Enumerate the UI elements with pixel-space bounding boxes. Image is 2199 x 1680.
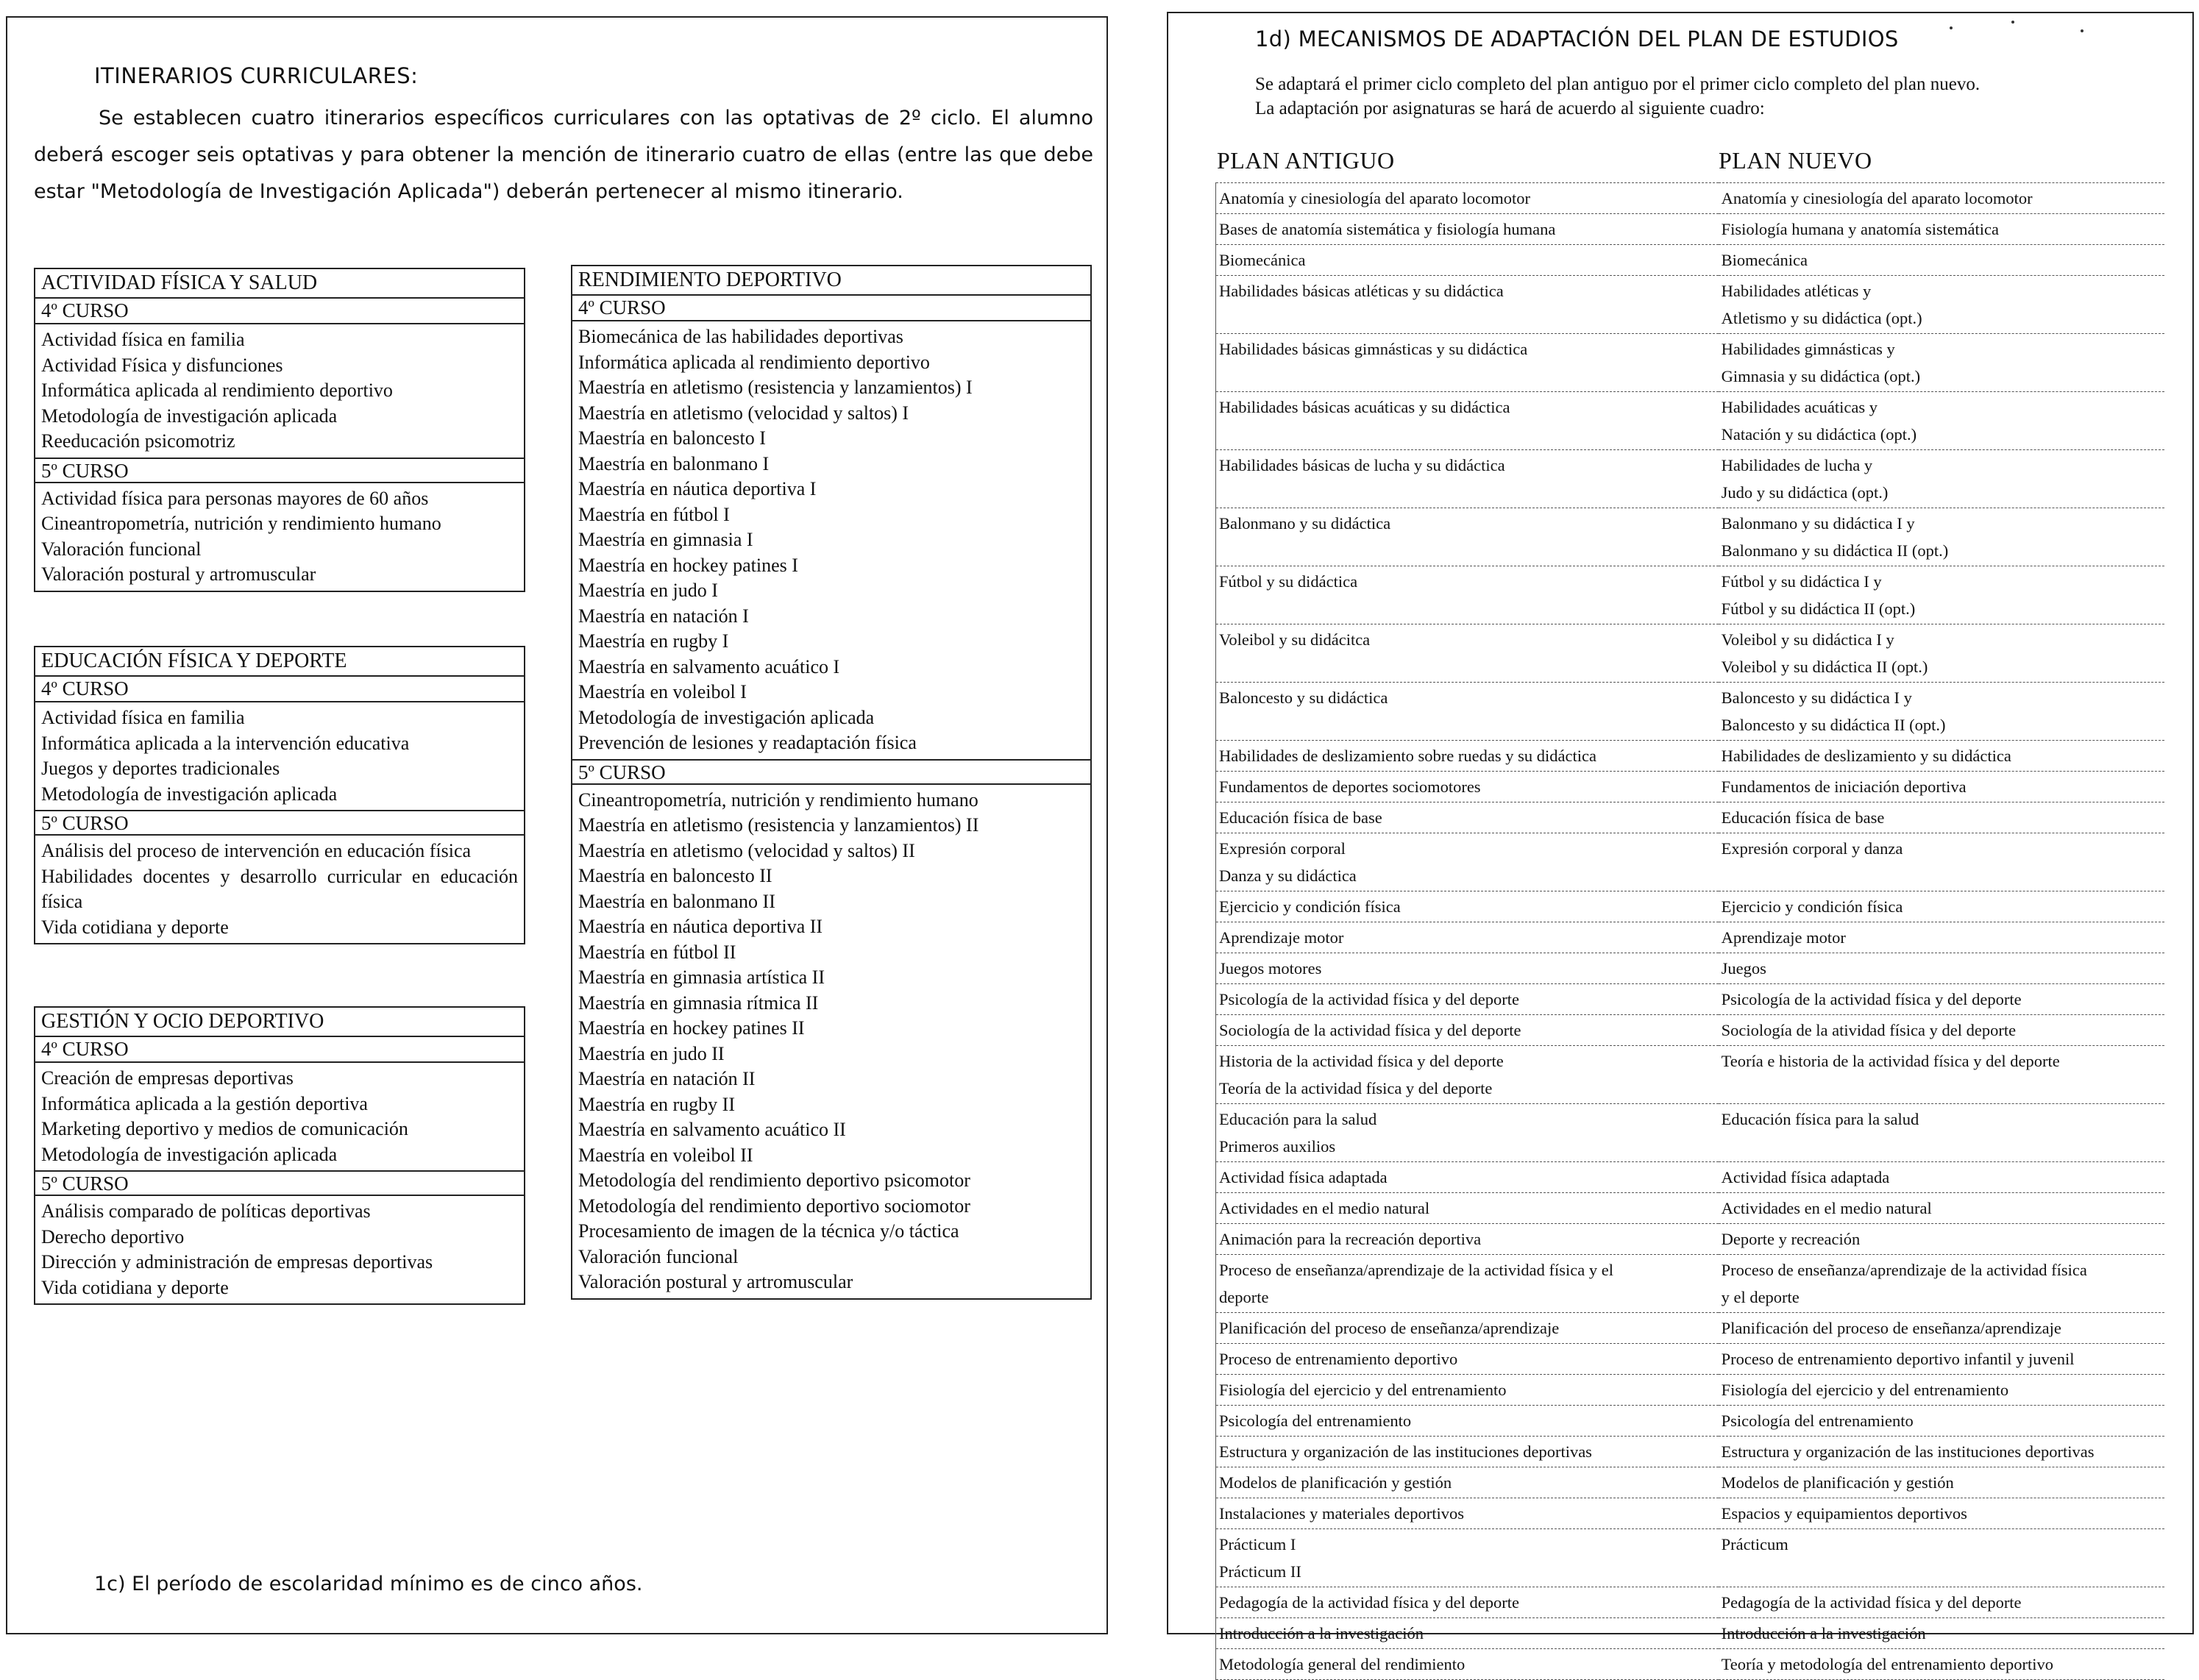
subject-item: Marketing deportivo y medios de comunicación [41, 1118, 408, 1139]
plan-antiguo-cell [1216, 1046, 1719, 1104]
subject-name: Voleibol y su didáctica I y [1721, 630, 1894, 649]
plan-nuevo-cell [1719, 1344, 2164, 1375]
plan-nuevo-cell [1719, 741, 2164, 772]
table-row [1216, 1162, 2165, 1193]
subject-item: Informática aplicada a la intervención educativa [41, 732, 410, 754]
box-actividad-fisica-salud [34, 268, 525, 592]
subject-name: Actividad física adaptada [1219, 1168, 1388, 1186]
subject-item: Maestría en salvamento acuático I [578, 655, 840, 677]
subject-item: Maestría en gimnasia I [578, 529, 753, 550]
plan-nuevo-cell [1719, 1162, 2164, 1193]
plan-antiguo-cell [1216, 1437, 1719, 1467]
plan-nuevo-cell [1719, 566, 2164, 624]
subject-name: Fisiología del ejercicio y del entrenamiento [1219, 1381, 1507, 1399]
subject-name: Fútbol y su didáctica I y [1721, 572, 1882, 591]
subject-item: Maestría en atletismo (resistencia y lanzamientos) II [578, 814, 979, 836]
box-title: GESTIÓN Y OCIO DEPORTIVO [35, 1008, 524, 1037]
box-title: ACTIVIDAD FÍSICA Y SALUD [35, 269, 524, 299]
subject-item: Maestría en fútbol I [578, 503, 730, 525]
subject-item: Maestría en gimnasia rítmica II [578, 992, 819, 1014]
subject-name: Prácticum [1721, 1535, 1788, 1553]
subject-name: Teoría de la actividad física y del deporte [1219, 1079, 1493, 1097]
subject-item: Maestría en baloncesto I [578, 427, 766, 449]
subject-item: Maestría en voleibol I [578, 681, 747, 702]
box-title: RENDIMIENTO DEPORTIVO [572, 266, 1090, 296]
subject-item: Reeducación psicomotriz [41, 430, 235, 452]
subject-name: Introducción a la investigación [1219, 1624, 1424, 1642]
plan-nuevo-cell [1719, 1375, 2164, 1406]
plan-nuevo-cell [1719, 953, 2164, 984]
curso-5-list [35, 483, 524, 591]
plan-nuevo-cell [1719, 1618, 2164, 1649]
subject-item: Valoración funcional [578, 1245, 739, 1267]
subject-item: Maestría en natación I [578, 605, 749, 627]
curso-5-list [572, 785, 1090, 1298]
subject-name: Judo y su didáctica (opt.) [1721, 483, 1889, 502]
plan-nuevo-cell [1719, 245, 2164, 276]
subject-name: Fisiología humana y anatomía sistemática [1721, 220, 1999, 238]
subject-name: Primeros auxilios [1219, 1137, 1336, 1156]
subject-item: Maestría en salvamento acuático II [578, 1119, 846, 1140]
table-row [1216, 1104, 2165, 1162]
plan-antiguo-cell [1216, 1498, 1719, 1529]
curso-5-label: 5º CURSO [35, 810, 524, 836]
plan-antiguo-cell [1216, 245, 1719, 276]
plan-nuevo-cell [1719, 1193, 2164, 1224]
subject-item: Maestría en atletismo (resistencia y lanzamientos) I [578, 377, 973, 398]
plan-antiguo-cell [1216, 1618, 1719, 1649]
table-row [1216, 984, 2165, 1015]
subject-item: Maestría en balonmano I [578, 452, 770, 474]
table-row [1216, 392, 2165, 450]
table-row [1216, 1313, 2165, 1344]
subject-name: Actividades en el medio natural [1721, 1199, 1932, 1217]
subject-item: Maestría en rugby II [578, 1093, 735, 1115]
plan-antiguo-cell [1216, 183, 1719, 214]
plan-nuevo-cell [1719, 214, 2164, 245]
box-gestion-ocio-deportivo [34, 1006, 525, 1305]
subject-name: Animación para la recreación deportiva [1219, 1230, 1482, 1248]
subject-name: Estructura y organización de las instituciones deportivas [1219, 1442, 1592, 1461]
subject-item: Juegos y deportes tradicionales [41, 758, 280, 779]
plan-nuevo-cell [1719, 683, 2164, 741]
plan-antiguo-cell [1216, 1224, 1719, 1255]
subject-item: Informática aplicada a la gestión deportiva [41, 1092, 368, 1114]
table-row [1216, 891, 2165, 922]
plan-antiguo-cell [1216, 802, 1719, 833]
subject-item: Procesamiento de imagen de la técnica y/o táctica [578, 1220, 959, 1242]
curso-4-list [35, 702, 524, 810]
subject-name: Aprendizaje motor [1219, 928, 1344, 947]
subject-item: Maestría en baloncesto II [578, 865, 772, 886]
plan-nuevo-cell [1719, 772, 2164, 802]
subject-name: Natación y su didáctica (opt.) [1721, 425, 1917, 444]
subject-name: Gimnasia y su didáctica (opt.) [1721, 367, 1921, 385]
subject-name: Proceso de entrenamiento deportivo infantil y juvenil [1721, 1350, 2075, 1368]
subject-name: Proceso de enseñanza/aprendizaje de la actividad física [1721, 1261, 2087, 1279]
plan-antiguo-cell [1216, 334, 1719, 392]
plan-antiguo-cell [1216, 1587, 1719, 1618]
plan-nuevo-cell [1719, 1104, 2164, 1162]
plan-nuevo-header: PLAN NUEVO [1719, 147, 1872, 174]
table-row [1216, 624, 2165, 683]
adaptation-table [1215, 182, 2164, 1680]
escolaridad-note: 1c) El período de escolaridad mínimo es de cinco años. [94, 1573, 643, 1595]
scan-speck [2081, 29, 2083, 32]
plan-antiguo-cell [1216, 1649, 1719, 1680]
subject-name: Habilidades gimnásticas y [1721, 340, 1895, 358]
subject-name: Expresión corporal [1219, 839, 1346, 858]
subject-name: Habilidades básicas atléticas y su didáctica [1219, 282, 1504, 300]
curso-5-list [35, 1196, 524, 1303]
subject-name: Educación para la salud [1219, 1110, 1377, 1128]
subject-item: Metodología de investigación aplicada [578, 706, 875, 728]
subject-name: Instalaciones y materiales deportivos [1219, 1504, 1465, 1523]
curso-4-label: 4º CURSO [572, 296, 1090, 321]
subject-item: Metodología de investigación aplicada [41, 783, 338, 805]
plan-nuevo-cell [1719, 1437, 2164, 1467]
plan-antiguo-cell [1216, 1193, 1719, 1224]
subject-name: Sociología de la atividad física y del deporte [1721, 1021, 2017, 1039]
subject-item: Cineantropometría, nutrición y rendimiento humano [578, 789, 978, 811]
left-page [6, 16, 1108, 1634]
subject-name: Habilidades acuáticas y [1721, 398, 1878, 416]
subject-item: Vida cotidiana y deporte [41, 916, 229, 938]
subject-name: Prácticum I [1219, 1535, 1296, 1553]
plan-nuevo-cell [1719, 1255, 2164, 1313]
scan-speck [2011, 21, 2014, 24]
plan-antiguo-header: PLAN ANTIGUO [1217, 147, 1395, 174]
subject-name: Biomecánica [1721, 251, 1808, 269]
subject-name: Fútbol y su didáctica II (opt.) [1721, 599, 1916, 618]
plan-nuevo-cell [1719, 802, 2164, 833]
subject-item: Dirección y administración de empresas deportivas [41, 1251, 433, 1273]
subject-item: Análisis comparado de políticas deportivas [41, 1200, 371, 1222]
plan-antiguo-cell [1216, 1375, 1719, 1406]
subject-name: Habilidades básicas gimnásticas y su didáctica [1219, 340, 1528, 358]
curso-4-list [35, 1063, 524, 1170]
subject-name: Habilidades de deslizamiento y su didáctica [1721, 747, 2011, 765]
subject-item: Maestría en rugby I [578, 630, 729, 652]
subject-name: Modelos de planificación y gestión [1721, 1473, 1954, 1492]
subject-name: Fútbol y su didáctica [1219, 572, 1358, 591]
table-row [1216, 1618, 2165, 1649]
subject-name: Expresión corporal y danza [1721, 839, 1903, 858]
subject-item: Vida cotidiana y deporte [41, 1276, 229, 1298]
subject-name: Anatomía y cinesiología del aparato locomotor [1721, 189, 2033, 207]
subject-item: Habilidades docentes y desarrollo curricular en educación física [41, 865, 518, 912]
subject-name: Habilidades básicas de lucha y su didáctica [1219, 456, 1505, 474]
plan-nuevo-cell [1719, 450, 2164, 508]
subject-name: Planificación del proceso de enseñanza/aprendizaje [1721, 1319, 2061, 1337]
plan-antiguo-cell [1216, 566, 1719, 624]
plan-antiguo-cell [1216, 450, 1719, 508]
subject-name: Psicología de la actividad física y del deporte [1721, 990, 2022, 1008]
plan-nuevo-cell [1719, 334, 2164, 392]
subject-item: Maestría en judo I [578, 580, 718, 601]
plan-nuevo-cell [1719, 1529, 2164, 1587]
plan-nuevo-cell [1719, 1224, 2164, 1255]
subject-name: Biomecánica [1219, 251, 1306, 269]
subject-item: Maestría en natación II [578, 1068, 756, 1089]
subject-name: Prácticum II [1219, 1562, 1301, 1581]
subject-name: Metodología general del rendimiento [1219, 1655, 1466, 1673]
subject-item: Maestría en atletismo (velocidad y saltos) I [578, 402, 909, 424]
subject-name: Anatomía y cinesiología del aparato locomotor [1219, 189, 1530, 207]
subject-item: Derecho deportivo [41, 1225, 185, 1247]
plan-antiguo-cell [1216, 891, 1719, 922]
plan-antiguo-cell [1216, 392, 1719, 450]
table-row [1216, 1498, 2165, 1529]
table-row [1216, 183, 2165, 214]
curso-5-label: 5º CURSO [35, 1170, 524, 1196]
subject-name: Ejercicio y condición física [1721, 897, 1903, 916]
subject-item: Informática aplicada al rendimiento deportivo [578, 351, 930, 373]
subject-name: Baloncesto y su didáctica I y [1721, 688, 1912, 707]
subject-name: y el deporte [1721, 1288, 1800, 1306]
plan-nuevo-cell [1719, 1015, 2164, 1046]
plan-antiguo-cell [1216, 624, 1719, 683]
plan-antiguo-cell [1216, 984, 1719, 1015]
table-row [1216, 450, 2165, 508]
curso-5-label: 5º CURSO [35, 458, 524, 483]
subject-name: Habilidades atléticas y [1721, 282, 1872, 300]
box-title: EDUCACIÓN FÍSICA Y DEPORTE [35, 647, 524, 677]
subject-name: Educación física de base [1219, 808, 1382, 827]
table-row [1216, 953, 2165, 984]
plan-nuevo-cell [1719, 624, 2164, 683]
plan-antiguo-cell [1216, 276, 1719, 334]
table-row [1216, 214, 2165, 245]
table-row [1216, 276, 2165, 334]
subject-item: Creación de empresas deportivas [41, 1067, 294, 1089]
subject-name: Estructura y organización de las instituciones deportivas [1721, 1442, 2095, 1461]
subject-item: Cineantropometría, nutrición y rendimiento humano [41, 513, 441, 534]
curso-5-label: 5º CURSO [572, 759, 1090, 785]
table-row [1216, 508, 2165, 566]
table-row [1216, 1344, 2165, 1375]
subject-name: Educación física para la salud [1721, 1110, 1919, 1128]
plan-nuevo-cell [1719, 833, 2164, 891]
subject-item: Actividad física en familia [41, 707, 245, 728]
curso-4-list [35, 324, 524, 458]
plan-antiguo-cell [1216, 833, 1719, 891]
subject-item: Actividad física para personas mayores de 60 años [41, 487, 429, 509]
table-row [1216, 1649, 2165, 1680]
curso-5-list [35, 836, 524, 943]
subject-name: Actividad física adaptada [1721, 1168, 1890, 1186]
plan-nuevo-cell [1719, 1467, 2164, 1498]
curso-4-label: 4º CURSO [35, 1037, 524, 1063]
table-row [1216, 772, 2165, 802]
plan-antiguo-cell [1216, 772, 1719, 802]
subject-name: Balonmano y su didáctica I y [1721, 514, 1915, 533]
subject-item: Valoración funcional [41, 538, 202, 560]
table-row [1216, 1015, 2165, 1046]
subject-name: Habilidades de deslizamiento sobre ruedas y su didáctica [1219, 747, 1596, 765]
subject-name: Aprendizaje motor [1721, 928, 1846, 947]
subject-name: Pedagogía de la actividad física y del deporte [1721, 1593, 2022, 1612]
table-row [1216, 1224, 2165, 1255]
subject-item: Maestría en hockey patines II [578, 1017, 805, 1039]
plan-antiguo-cell [1216, 1104, 1719, 1162]
table-row [1216, 566, 2165, 624]
subject-item: Análisis del proceso de intervención en educación física [41, 840, 472, 861]
subject-item: Metodología del rendimiento deportivo psicomotor [578, 1170, 970, 1191]
plan-antiguo-cell [1216, 1162, 1719, 1193]
scan-speck [1950, 26, 1953, 29]
subject-item: Metodología de investigación aplicada [41, 405, 338, 427]
plan-nuevo-cell [1719, 1406, 2164, 1437]
plan-nuevo-cell [1719, 1313, 2164, 1344]
subject-name: Ejercicio y condición física [1219, 897, 1401, 916]
table-row [1216, 802, 2165, 833]
plan-antiguo-cell [1216, 1344, 1719, 1375]
curso-4-label: 4º CURSO [35, 299, 524, 324]
plan-nuevo-cell [1719, 392, 2164, 450]
plan-nuevo-cell [1719, 1649, 2164, 1680]
subject-item: Actividad Física y disfunciones [41, 354, 283, 376]
subject-name: Modelos de planificación y gestión [1219, 1473, 1452, 1492]
subject-name: Voleibol y su didácitca [1219, 630, 1371, 649]
subject-name: Introducción a la investigación [1721, 1624, 1926, 1642]
curso-4-label: 4º CURSO [35, 677, 524, 702]
subject-item: Informática aplicada al rendimiento deportivo [41, 380, 393, 401]
subject-item: Maestría en fútbol II [578, 941, 736, 963]
subject-name: Fundamentos de iniciación deportiva [1721, 777, 1967, 796]
subject-item: Maestría en judo II [578, 1042, 725, 1064]
subject-name: Teoría y metodología del entrenamiento deportivo [1721, 1655, 2053, 1673]
subject-name: Proceso de enseñanza/aprendizaje de la actividad física y el [1219, 1261, 1613, 1279]
subject-item: Actividad física en familia [41, 329, 245, 350]
plan-nuevo-cell [1719, 183, 2164, 214]
mecanismos-intro [1255, 72, 1980, 121]
plan-antiguo-cell [1216, 683, 1719, 741]
intro-line-1: Se adaptará el primer ciclo completo del plan antiguo por el primer ciclo completo del plan nuevo. [1255, 74, 1980, 94]
plan-nuevo-cell [1719, 984, 2164, 1015]
plan-antiguo-cell [1216, 953, 1719, 984]
subject-name: Habilidades de lucha y [1721, 456, 1873, 474]
table-row [1216, 1193, 2165, 1224]
subject-name: Teoría e historia de la actividad física y del deporte [1721, 1052, 2060, 1070]
subject-name: Sociología de la actividad física y del deporte [1219, 1021, 1521, 1039]
subject-name: Historia de la actividad física y del deporte [1219, 1052, 1504, 1070]
table-row [1216, 1375, 2165, 1406]
subject-name: Voleibol y su didáctica II (opt.) [1721, 658, 1928, 676]
subject-item: Biomecánica de las habilidades deportivas [578, 326, 903, 347]
subject-name: Pedagogía de la actividad física y del deporte [1219, 1593, 1519, 1612]
subject-name: Psicología del entrenamiento [1219, 1412, 1412, 1430]
table-row [1216, 1587, 2165, 1618]
intro-line-2: La adaptación por asignaturas se hará de acuerdo al siguiente cuadro: [1255, 99, 1765, 118]
plan-nuevo-cell [1719, 1587, 2164, 1618]
table-row [1216, 922, 2165, 953]
subject-item: Maestría en náutica deportiva II [578, 916, 823, 937]
subject-name: Espacios y equipamientos deportivos [1721, 1504, 1967, 1523]
subject-name: deporte [1219, 1288, 1269, 1306]
plan-nuevo-cell [1719, 276, 2164, 334]
subject-item: Maestría en atletismo (velocidad y saltos) II [578, 839, 915, 861]
subject-item: Valoración postural y artromuscular [41, 563, 316, 585]
subject-name: Proceso de entrenamiento deportivo [1219, 1350, 1458, 1368]
table-row [1216, 833, 2165, 891]
subject-name: Atletismo y su didáctica (opt.) [1721, 309, 1922, 327]
plan-antiguo-cell [1216, 1015, 1719, 1046]
subject-item: Metodología de investigación aplicada [41, 1143, 338, 1165]
plan-antiguo-cell [1216, 1313, 1719, 1344]
mecanismos-heading: 1d) MECANISMOS DE ADAPTACIÓN DEL PLAN DE ESTUDIOS [1255, 26, 1899, 51]
subject-item: Metodología del rendimiento deportivo sociomotor [578, 1195, 970, 1217]
subject-name: Actividades en el medio natural [1219, 1199, 1430, 1217]
plan-nuevo-cell [1719, 891, 2164, 922]
subject-item: Maestría en hockey patines I [578, 554, 798, 576]
itinerarios-intro: Se establecen cuatro itinerarios específicos curriculares con las optativas de 2º ciclo. El alumno deberá escoger seis optativas y para obtener la mención de itinerario cuatro de ellas (entre las que debe estar "Metodología de Investigación Aplicada") deberán pertenecer al mismo itinerario. [34, 107, 1093, 203]
subject-name: Danza y su didáctica [1219, 866, 1357, 885]
plan-antiguo-cell [1216, 922, 1719, 953]
subject-name: Juegos [1721, 959, 1766, 978]
plan-nuevo-cell [1719, 922, 2164, 953]
table-row [1216, 1529, 2165, 1587]
table-row [1216, 683, 2165, 741]
subject-name: Bases de anatomía sistemática y fisiología humana [1219, 220, 1556, 238]
subject-item: Maestría en balonmano II [578, 890, 775, 912]
box-educacion-fisica-deporte [34, 646, 525, 944]
plan-antiguo-cell [1216, 508, 1719, 566]
subject-name: Juegos motores [1219, 959, 1322, 978]
table-row [1216, 245, 2165, 276]
subject-item: Maestría en gimnasia artística II [578, 967, 825, 988]
right-page [1167, 12, 2194, 1673]
plan-antiguo-cell [1216, 214, 1719, 245]
plan-nuevo-cell [1719, 1046, 2164, 1104]
plan-antiguo-cell [1216, 1467, 1719, 1498]
box-rendimiento-deportivo [571, 265, 1092, 1300]
subject-name: Balonmano y su didáctica [1219, 514, 1391, 533]
subject-name: Baloncesto y su didáctica [1219, 688, 1388, 707]
table-row [1216, 1467, 2165, 1498]
subject-name: Educación física de base [1721, 808, 1885, 827]
table-row [1216, 1255, 2165, 1313]
plan-antiguo-cell [1216, 1255, 1719, 1313]
curso-4-list [572, 321, 1090, 759]
itinerarios-heading: ITINERARIOS CURRICULARES: [94, 63, 419, 88]
subject-name: Fundamentos de deportes sociomotores [1219, 777, 1481, 796]
plan-nuevo-cell [1719, 508, 2164, 566]
plan-antiguo-cell [1216, 1529, 1719, 1587]
subject-item: Prevención de lesiones y readaptación física [578, 732, 917, 753]
table-row [1216, 1437, 2165, 1467]
plan-antiguo-cell [1216, 1406, 1719, 1437]
plan-antiguo-cell [1216, 741, 1719, 772]
subject-item: Maestría en voleibol II [578, 1144, 753, 1166]
subject-item: Valoración postural y artromuscular [578, 1271, 853, 1292]
plan-nuevo-cell [1719, 1498, 2164, 1529]
subject-item: Maestría en náutica deportiva I [578, 478, 817, 499]
subject-name: Baloncesto y su didáctica II (opt.) [1721, 716, 1946, 734]
table-row [1216, 741, 2165, 772]
subject-name: Deporte y recreación [1721, 1230, 1861, 1248]
subject-name: Habilidades básicas acuáticas y su didáctica [1219, 398, 1510, 416]
table-row [1216, 1046, 2165, 1104]
subject-name: Psicología del entrenamiento [1721, 1412, 1914, 1430]
subject-name: Balonmano y su didáctica II (opt.) [1721, 541, 1949, 560]
subject-name: Planificación del proceso de enseñanza/aprendizaje [1219, 1319, 1560, 1337]
table-row [1216, 334, 2165, 392]
subject-name: Psicología de la actividad física y del deporte [1219, 990, 1519, 1008]
table-row [1216, 1406, 2165, 1437]
subject-name: Fisiología del ejercicio y del entrenamiento [1721, 1381, 2009, 1399]
